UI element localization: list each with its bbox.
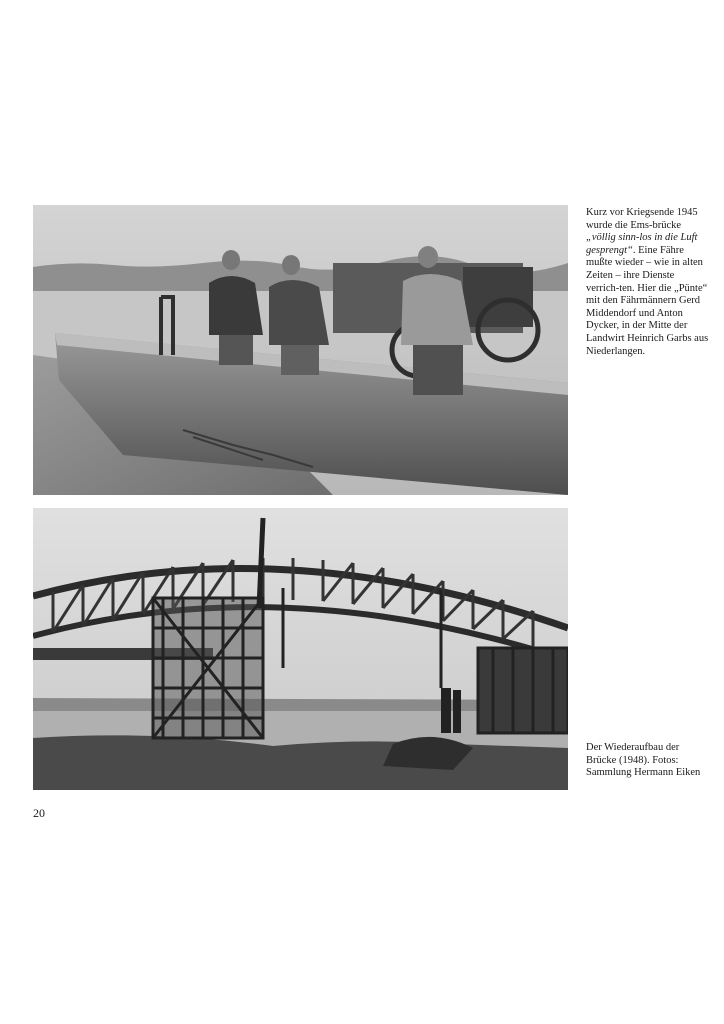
ferry-photo-illustration — [33, 205, 568, 495]
ferry-caption-quote: „völlig sinn-los in die Luft gesprengt“ — [586, 232, 698, 256]
ferry-caption — [586, 207, 710, 358]
page-number: 20 — [33, 806, 45, 820]
ferry-photo — [33, 205, 568, 495]
ferry-caption-text-2: . Eine Fähre mußte wieder – wie in alten Zeiten – ihre Dienste verrich-ten. Hier die „Pünte“ mit den Fährmännern Gerd Middendorf und Anton Dycker, in der Mitte der Landwirt Heinrich Garbs aus Niederlangen. — [586, 244, 709, 357]
bridge-caption-text: Der Wiederaufbau der Brücke (1948). Fotos: Sammlung Hermann Eiken — [586, 742, 701, 779]
ferry-caption-text-1: Kurz vor Kriegsende 1945 wurde die Ems-brücke — [586, 207, 698, 231]
bridge-photo — [33, 508, 568, 790]
bridge-caption — [586, 742, 710, 780]
bridge-photo-illustration — [33, 508, 568, 790]
